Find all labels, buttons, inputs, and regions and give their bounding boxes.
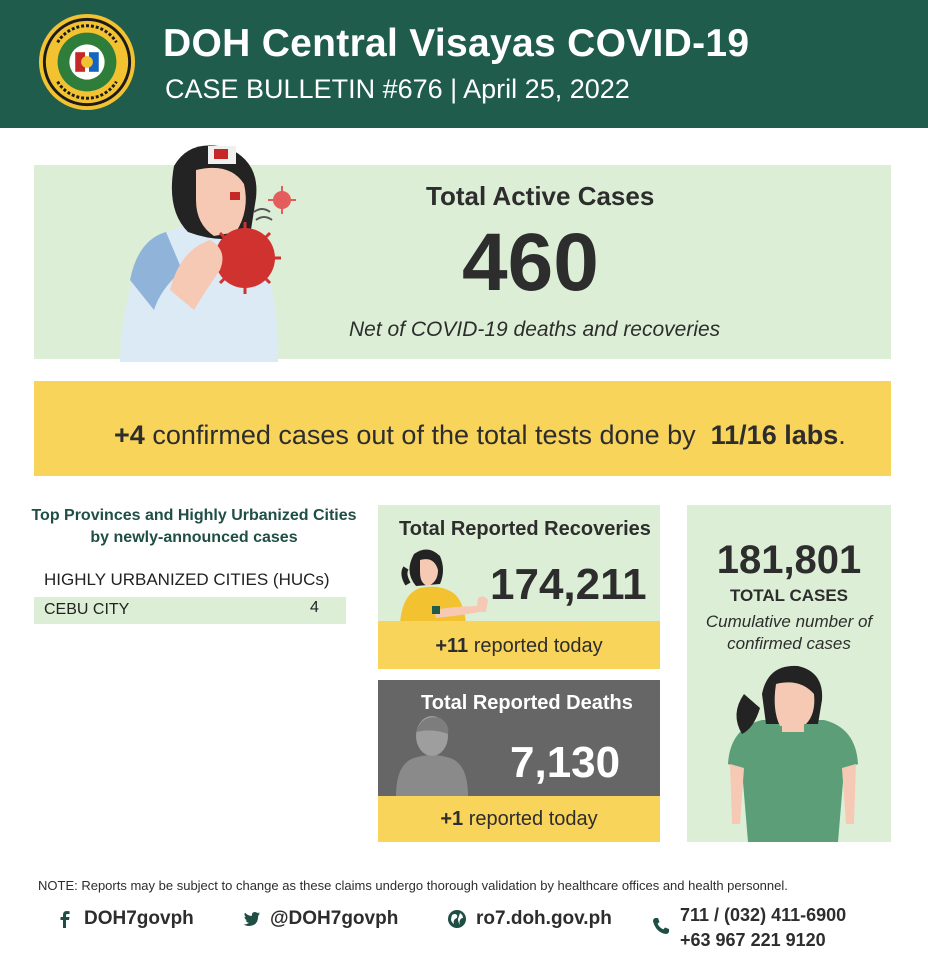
coughing-woman-icon [110, 140, 300, 362]
confirmed-middle-text: confirmed cases out of the total tests done by [152, 420, 696, 450]
facebook-handle: DOH7govph [84, 908, 194, 929]
labs-count: 11/16 labs [710, 420, 839, 450]
phone-icon [650, 915, 672, 937]
active-cases-value: 460 [462, 217, 599, 308]
twitter-icon [240, 908, 262, 930]
deaths-value: 7,130 [510, 738, 621, 787]
deaths-title: Total Reported Deaths [421, 692, 633, 714]
woman-standing-icon [718, 664, 868, 842]
recoveries-title: Total Reported Recoveries [399, 518, 651, 540]
recoveries-value: 174,211 [490, 560, 647, 609]
deaths-today-label: reported today [468, 808, 598, 830]
recoveries-today-bar [378, 621, 660, 669]
table-row [34, 597, 346, 624]
bulletin-subtitle: CASE BULLETIN #676 | April 25, 2022 [165, 74, 630, 104]
phone-number-1: 711 / (032) 411-6900 [680, 905, 847, 925]
active-cases-label: Total Active Cases [426, 181, 655, 211]
huc-name: CEBU CITY [44, 601, 130, 618]
deaths-today-count: +1 [440, 808, 464, 830]
recovered-person-icon [394, 548, 496, 624]
phone-number-2: +63 967 221 9120 [680, 930, 826, 950]
phone-contacts [650, 903, 847, 950]
recoveries-today-label: reported today [473, 635, 603, 657]
recoveries-today-text [378, 635, 660, 658]
huc-count: 4 [310, 599, 319, 616]
facebook-icon [54, 908, 76, 930]
globe-icon [446, 908, 468, 930]
total-cases-note: Cumulative number of confirmed cases [705, 612, 873, 653]
doh-seal-icon [38, 13, 136, 111]
deceased-person-icon [392, 714, 470, 796]
header-bar [0, 0, 928, 128]
page-title: DOH Central Visayas COVID-19 [163, 22, 750, 65]
confirmed-tail: . [838, 420, 846, 450]
twitter-link[interactable] [240, 904, 398, 934]
deaths-today-bar [378, 796, 660, 842]
facebook-link[interactable] [54, 904, 194, 934]
confirmed-cases-text [114, 420, 846, 451]
huc-heading: HIGHLY URBANIZED CITIES (HUCs) [44, 570, 330, 589]
website-link[interactable] [446, 904, 612, 934]
top-areas-title: Top Provinces and Highly Urbanized Cities by newly-announced cases [31, 507, 357, 546]
twitter-handle: @DOH7govph [270, 908, 399, 929]
disclaimer-note: NOTE: Reports may be subject to change as these claims undergo thorough validation by healthcare offices and health personnel. [38, 878, 788, 893]
total-cases-label: TOTAL CASES [729, 586, 849, 605]
recoveries-today-count: +11 [435, 635, 469, 657]
confirmed-count: +4 [114, 420, 145, 450]
active-cases-note: Net of COVID-19 deaths and recoveries [349, 318, 721, 341]
website-url: ro7.doh.gov.ph [476, 908, 612, 929]
deaths-today-text [378, 808, 660, 831]
total-cases-value: 181,801 [716, 538, 862, 582]
